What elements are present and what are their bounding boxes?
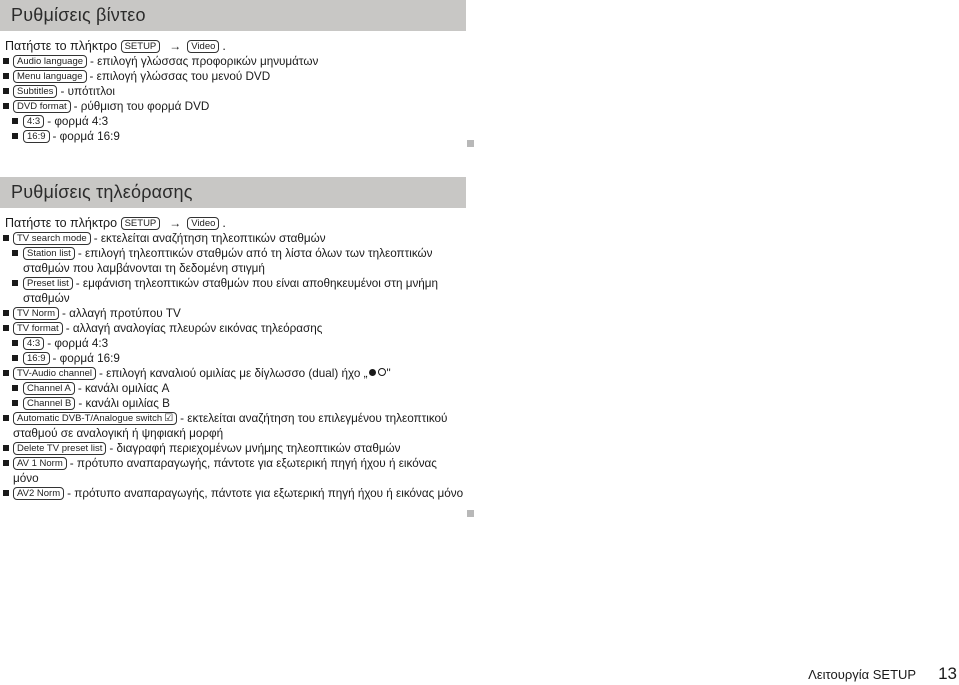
bullet-icon xyxy=(12,355,18,361)
menu-key-channel-a: Channel A xyxy=(23,382,75,395)
video-key: Video xyxy=(187,40,219,53)
menu-key-tv-search-mode: TV search mode xyxy=(13,232,91,245)
bullet-icon xyxy=(12,400,18,406)
menu-key-channel-b: Channel B xyxy=(23,397,75,410)
bullet-icon xyxy=(12,340,18,346)
tv-settings-section xyxy=(0,177,466,501)
item-description: - εμφάνιση τηλεοπτικών σταθμών που είναι αποθηκευμένοι στη μνήμη σταθμών xyxy=(23,277,439,305)
menu-key-delete-tv-preset-list: Delete TV preset list xyxy=(13,442,106,455)
item-description: - διαγραφή περιεχομένων μνήμης τηλεοπτικών σταθμών xyxy=(109,442,401,455)
item-description: - εκτελείται αναζήτηση τηλεοπτικών σταθμών xyxy=(93,232,326,245)
list-item xyxy=(0,351,466,366)
list-item xyxy=(0,411,466,441)
instruction-end: . xyxy=(222,216,226,230)
section-end-mark xyxy=(467,510,474,517)
item-description: - φορμά 16:9 xyxy=(52,352,120,365)
list-item xyxy=(0,69,466,84)
bullet-icon xyxy=(3,310,9,316)
tv-settings-heading: Ρυθμίσεις τηλεόρασης xyxy=(0,177,466,208)
video-settings-list xyxy=(0,54,466,144)
menu-key-audio-language: Audio language xyxy=(13,55,87,68)
list-item xyxy=(0,396,466,411)
list-item xyxy=(0,114,466,129)
instruction-text: Πατήστε το πλήκτρο xyxy=(5,216,118,230)
item-description: - επιλογή καναλιού ομιλίας με δίγλωσσο (dual) ήχο „ xyxy=(99,367,368,380)
item-description: - κανάλι ομιλίας A xyxy=(77,382,170,395)
dual-sound-filled-dot-icon xyxy=(369,369,376,376)
setup-key: SETUP xyxy=(121,217,161,230)
item-description: - πρότυπο αναπαραγωγής, πάντοτε για εξωτερική πηγή ήχου ή εικόνας μόνο xyxy=(67,487,464,500)
menu-key-dvd-format: DVD format xyxy=(13,100,71,113)
list-item xyxy=(0,486,466,501)
bullet-icon xyxy=(3,73,9,79)
item-description-end: " xyxy=(386,367,391,380)
menu-key-4-3: 4:3 xyxy=(23,115,44,128)
item-description: - επιλογή γλώσσας του μενού DVD xyxy=(89,70,271,83)
list-item xyxy=(0,84,466,99)
instruction-text: Πατήστε το πλήκτρο xyxy=(5,39,118,53)
menu-key-av2-norm: AV2 Norm xyxy=(13,487,64,500)
video-settings-section xyxy=(0,0,466,144)
menu-key-tv-format: TV format xyxy=(13,322,63,335)
bullet-icon xyxy=(12,118,18,124)
menu-key-automatic-dvbt-analogue-switch xyxy=(13,412,177,425)
menu-key-station-list: Station list xyxy=(23,247,75,260)
tv-settings-instruction xyxy=(0,216,466,231)
item-description: - φορμά 4:3 xyxy=(47,337,109,350)
item-description: - φορμά 16:9 xyxy=(52,130,120,143)
item-description: - επιλογή γλώσσας προφορικών μηνυμάτων xyxy=(90,55,319,68)
video-settings-instruction xyxy=(0,39,466,54)
list-item xyxy=(0,276,466,306)
menu-key-4-3: 4:3 xyxy=(23,337,44,350)
menu-key-subtitles: Subtitles xyxy=(13,85,57,98)
item-description: - αλλαγή προτύπου TV xyxy=(62,307,181,320)
item-description: - πρότυπο αναπαραγωγής, πάντοτε για εξωτερική πηγή ήχου ή εικόνας μόνο xyxy=(13,457,437,485)
bullet-icon xyxy=(12,280,18,286)
item-description: - υπότιτλοι xyxy=(60,85,115,98)
dual-sound-empty-dot-icon xyxy=(378,368,386,376)
bullet-icon xyxy=(3,325,9,331)
list-item xyxy=(0,381,466,396)
menu-key-tv-audio-channel: TV-Audio channel xyxy=(13,367,96,380)
menu-key-av1-norm: AV 1 Norm xyxy=(13,457,67,470)
bullet-icon xyxy=(3,88,9,94)
bullet-icon xyxy=(12,385,18,391)
item-description: - κανάλι ομιλίας B xyxy=(78,397,170,410)
item-description: - επιλογή τηλεοπτικών σταθμών από τη λίστα όλων των τηλεοπτικών σταθμών που λαμβάνονται τη δεδομένη στιγμή xyxy=(23,247,433,275)
footer-section-name: Λειτουργία SETUP xyxy=(808,667,917,682)
instruction-end: . xyxy=(222,39,226,53)
arrow-right-icon: → xyxy=(169,39,182,53)
bullet-icon xyxy=(3,103,9,109)
list-item xyxy=(0,246,466,276)
section-end-mark xyxy=(467,140,474,147)
list-item xyxy=(0,99,466,114)
bullet-icon xyxy=(3,370,9,376)
list-item xyxy=(0,441,466,456)
item-description: - φορμά 4:3 xyxy=(47,115,109,128)
video-key: Video xyxy=(187,217,219,230)
tv-settings-list xyxy=(0,231,466,501)
list-item xyxy=(0,336,466,351)
list-item xyxy=(0,129,466,144)
list-item xyxy=(0,231,466,246)
list-item xyxy=(0,321,466,336)
bullet-icon xyxy=(3,460,9,466)
page-footer xyxy=(808,664,957,685)
item-description: - εκτελείται αναζήτηση του επιλεγμένου τηλεοπτικού σταθμού σε αναλογική ή ψηφιακή μορφή xyxy=(13,412,448,440)
checkbox-checked-icon: ☑ xyxy=(164,413,174,424)
menu-key-menu-language: Menu language xyxy=(13,70,87,83)
list-item xyxy=(0,306,466,321)
menu-key-preset-list: Preset list xyxy=(23,277,73,290)
bullet-icon xyxy=(3,490,9,496)
bullet-icon xyxy=(3,235,9,241)
menu-key-16-9: 16:9 xyxy=(23,130,50,143)
list-item xyxy=(0,456,466,486)
bullet-icon xyxy=(12,250,18,256)
bullet-icon xyxy=(12,133,18,139)
video-settings-heading: Ρυθμίσεις βίντεο xyxy=(0,0,466,31)
list-item xyxy=(0,366,466,381)
bullet-icon xyxy=(3,58,9,64)
item-description: - ρύθμιση του φορμά DVD xyxy=(73,100,210,113)
list-item xyxy=(0,54,466,69)
page-number: 13 xyxy=(938,664,957,683)
arrow-right-icon: → xyxy=(169,216,182,230)
menu-key-16-9: 16:9 xyxy=(23,352,50,365)
bullet-icon xyxy=(3,445,9,451)
switch-key-label: Automatic DVB-T/Analogue switch xyxy=(17,413,163,424)
setup-key: SETUP xyxy=(121,40,161,53)
item-description: - αλλαγή αναλογίας πλευρών εικόνας τηλεόρασης xyxy=(65,322,323,335)
bullet-icon xyxy=(3,415,9,421)
menu-key-tv-norm: TV Norm xyxy=(13,307,59,320)
